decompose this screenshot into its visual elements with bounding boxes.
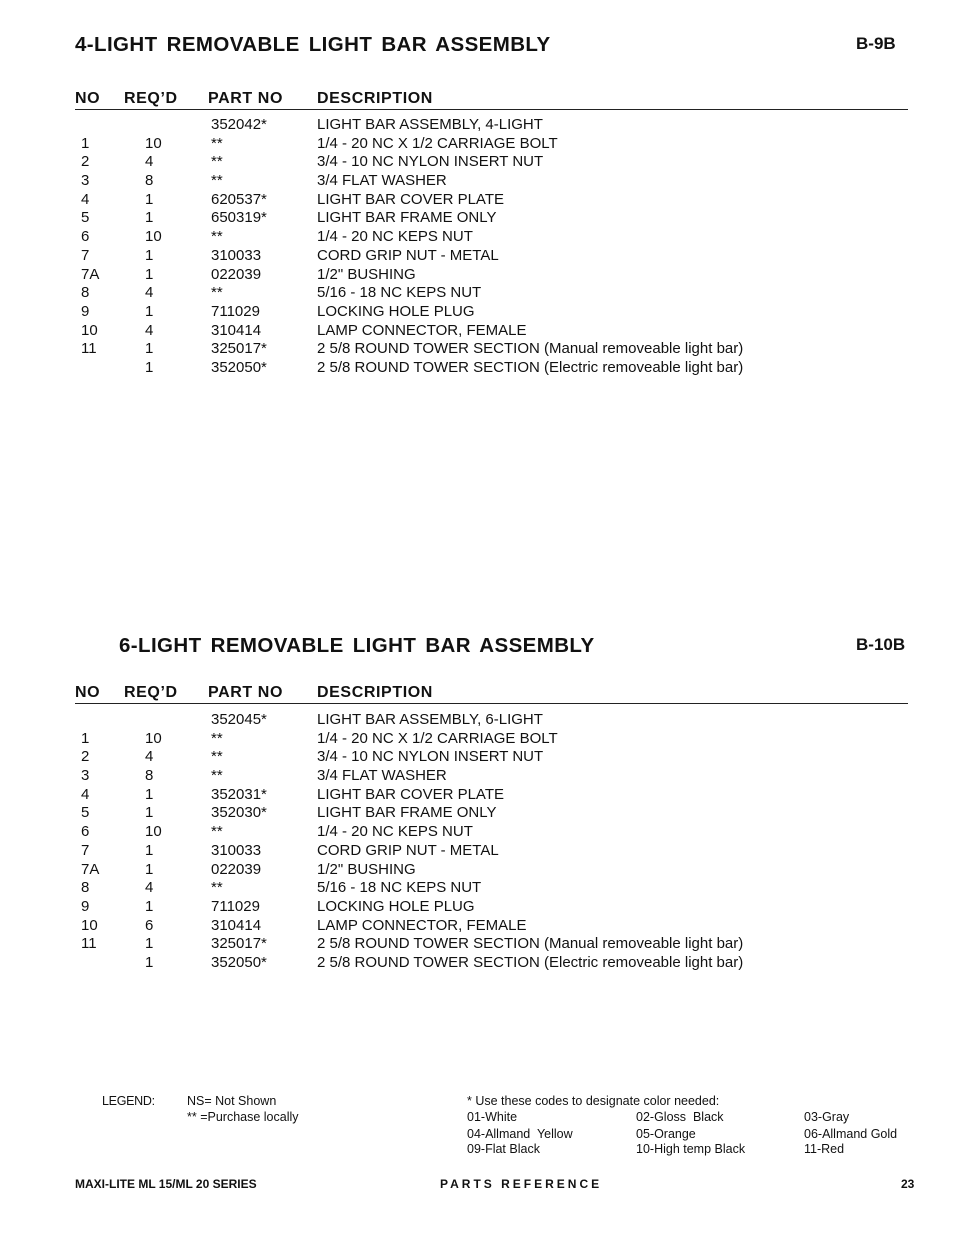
item-number: 4 — [81, 785, 90, 803]
section-code: B-9B — [856, 34, 896, 53]
color-code: 09-Flat Black — [467, 1142, 540, 1156]
part-number: 325017* — [211, 935, 267, 953]
table-row — [75, 786, 915, 805]
part-description: 1/4 - 20 NC X 1/2 CARRIAGE BOLT — [317, 134, 558, 152]
part-description: 2 5/8 ROUND TOWER SECTION (Manual removeable light bar) — [317, 935, 744, 953]
quantity-required: 4 — [145, 153, 154, 171]
table-row — [75, 153, 915, 172]
part-description: 2 5/8 ROUND TOWER SECTION (Manual removeable light bar) — [317, 340, 744, 358]
quantity-required: 4 — [145, 284, 154, 302]
column-header-req: REQ’D — [124, 684, 178, 701]
column-header-desc: DESCRIPTION — [317, 684, 433, 701]
table-row — [75, 266, 915, 285]
part-number: ** — [211, 729, 223, 747]
item-number: 8 — [81, 879, 90, 897]
table-row — [75, 935, 915, 954]
part-description: 1/2" BUSHING — [317, 860, 416, 878]
color-code-note: * Use these codes to designate color needed: — [467, 1094, 720, 1108]
color-code: 11-Red — [804, 1142, 845, 1156]
item-number: 8 — [81, 284, 90, 302]
table-row — [75, 823, 915, 842]
part-description: 1/4 - 20 NC X 1/2 CARRIAGE BOLT — [317, 729, 558, 747]
item-number: 7A — [81, 860, 100, 878]
quantity-required: 1 — [145, 860, 154, 878]
item-number: 4 — [81, 190, 90, 208]
part-description: LIGHT BAR ASSEMBLY, 6-LIGHT — [317, 711, 543, 728]
table-row — [75, 340, 915, 359]
quantity-required: 8 — [145, 767, 154, 785]
item-number: 3 — [81, 767, 90, 785]
table-row — [75, 303, 915, 322]
page-number: 23 — [901, 1177, 915, 1191]
part-description: LAMP CONNECTOR, FEMALE — [317, 916, 527, 934]
part-number: 352045* — [211, 711, 267, 728]
part-number: ** — [211, 748, 223, 766]
table-row — [75, 135, 915, 154]
part-description: 5/16 - 18 NC KEPS NUT — [317, 879, 482, 897]
part-description: CORD GRIP NUT - METAL — [317, 841, 499, 859]
table-row — [75, 879, 915, 898]
legend-label: LEGEND: — [102, 1094, 155, 1108]
legend-item: NS= Not Shown — [187, 1094, 277, 1108]
quantity-required: 1 — [145, 340, 154, 358]
part-number: 352050* — [211, 358, 267, 376]
item-number: 7A — [81, 265, 100, 283]
table-row — [75, 711, 915, 730]
footer-series: MAXI-LITE ML 15/ML 20 SERIES — [75, 1177, 257, 1191]
quantity-required: 1 — [145, 302, 154, 320]
table-row — [75, 228, 915, 247]
table-row — [75, 748, 915, 767]
item-number: 9 — [81, 897, 90, 915]
table-row — [75, 861, 915, 880]
table-row — [75, 730, 915, 749]
table-row — [75, 898, 915, 917]
table-row — [75, 767, 915, 786]
table-row — [75, 284, 915, 303]
color-code: 01-White — [467, 1110, 518, 1124]
column-header-part: PART NO — [208, 684, 284, 701]
part-number: 022039 — [211, 265, 262, 283]
quantity-required: 8 — [145, 172, 154, 190]
item-number: 9 — [81, 302, 90, 320]
item-number: 6 — [81, 823, 90, 841]
part-number: 310414 — [211, 916, 262, 934]
part-number: 352050* — [211, 953, 267, 971]
quantity-required: 4 — [145, 748, 154, 766]
quantity-required: 10 — [145, 729, 162, 747]
table-row — [75, 804, 915, 823]
table-row — [75, 247, 915, 266]
part-number: ** — [211, 767, 223, 785]
table-row — [75, 116, 915, 135]
section-title: 4-LIGHT REMOVABLE LIGHT BAR ASSEMBLY — [75, 33, 551, 56]
part-number: 352042* — [211, 116, 267, 133]
table-row — [75, 842, 915, 861]
quantity-required: 1 — [145, 246, 154, 264]
quantity-required: 6 — [145, 916, 154, 934]
part-description: 5/16 - 18 NC KEPS NUT — [317, 284, 482, 302]
item-number: 2 — [81, 153, 90, 171]
quantity-required: 10 — [145, 228, 162, 246]
part-description: 1/2" BUSHING — [317, 265, 416, 283]
item-number: 1 — [81, 729, 90, 747]
part-description: 3/4 FLAT WASHER — [317, 767, 447, 785]
item-number: 11 — [81, 340, 97, 358]
part-number: 352031* — [211, 785, 267, 803]
part-description: LIGHT BAR COVER PLATE — [317, 190, 504, 208]
quantity-required: 1 — [145, 897, 154, 915]
quantity-required: 4 — [145, 321, 154, 339]
column-header-desc: DESCRIPTION — [317, 90, 433, 107]
part-description: LIGHT BAR ASSEMBLY, 4-LIGHT — [317, 116, 543, 133]
table-row — [75, 359, 915, 378]
item-number: 11 — [81, 935, 97, 953]
part-number: 711029 — [211, 302, 260, 320]
table-row — [75, 209, 915, 228]
color-code: 10-High temp Black — [636, 1142, 746, 1156]
part-number: ** — [211, 228, 223, 246]
header-rule — [75, 703, 908, 704]
section-code: B-10B — [856, 635, 906, 654]
item-number: 2 — [81, 748, 90, 766]
quantity-required: 1 — [145, 804, 154, 822]
column-header-part: PART NO — [208, 90, 284, 107]
color-code: 04-Allmand Yellow — [467, 1127, 573, 1141]
item-number: 5 — [81, 209, 90, 227]
part-number: 650319* — [211, 209, 267, 227]
part-description: LAMP CONNECTOR, FEMALE — [317, 321, 527, 339]
part-description: 2 5/8 ROUND TOWER SECTION (Electric removeable light bar) — [317, 953, 744, 971]
table-row — [75, 191, 915, 210]
table-row — [75, 172, 915, 191]
part-number: ** — [211, 284, 223, 302]
legend-item: ** =Purchase locally — [187, 1110, 299, 1124]
quantity-required: 1 — [145, 841, 154, 859]
part-number: ** — [211, 172, 223, 190]
quantity-required: 1 — [145, 209, 154, 227]
column-header-no: NO — [75, 90, 101, 107]
footer-section: PARTS REFERENCE — [440, 1177, 603, 1191]
part-description: LOCKING HOLE PLUG — [317, 897, 475, 915]
part-description: LOCKING HOLE PLUG — [317, 302, 475, 320]
quantity-required: 1 — [145, 265, 154, 283]
quantity-required: 10 — [145, 823, 162, 841]
table-row — [75, 954, 915, 973]
header-rule — [75, 109, 908, 110]
part-number: 325017* — [211, 340, 267, 358]
part-number: 022039 — [211, 860, 262, 878]
part-number: ** — [211, 823, 223, 841]
item-number: 1 — [81, 134, 90, 152]
part-description: LIGHT BAR COVER PLATE — [317, 785, 504, 803]
quantity-required: 1 — [145, 785, 154, 803]
part-description: 2 5/8 ROUND TOWER SECTION (Electric removeable light bar) — [317, 358, 744, 376]
part-number: 352030* — [211, 804, 267, 822]
quantity-required: 1 — [145, 953, 154, 971]
part-number: 310414 — [211, 321, 262, 339]
item-number: 6 — [81, 228, 90, 246]
column-header-req: REQ’D — [124, 90, 178, 107]
part-number: 711029 — [211, 897, 260, 915]
table-row — [75, 917, 915, 936]
item-number: 3 — [81, 172, 90, 190]
part-number: ** — [211, 879, 223, 897]
item-number: 5 — [81, 804, 90, 822]
parts-table — [75, 711, 915, 973]
color-code: 05-Orange — [636, 1127, 696, 1141]
quantity-required: 1 — [145, 190, 154, 208]
quantity-required: 1 — [145, 358, 154, 376]
item-number: 10 — [81, 916, 98, 934]
quantity-required: 1 — [145, 935, 154, 953]
quantity-required: 4 — [145, 879, 154, 897]
part-description: CORD GRIP NUT - METAL — [317, 246, 499, 264]
part-description: 3/4 - 10 NC NYLON INSERT NUT — [317, 153, 544, 171]
part-number: ** — [211, 134, 223, 152]
part-description: LIGHT BAR FRAME ONLY — [317, 804, 497, 822]
column-header-no: NO — [75, 684, 101, 701]
table-row — [75, 322, 915, 341]
part-number: 310033 — [211, 246, 262, 264]
color-code: 06-Allmand Gold — [804, 1127, 898, 1141]
part-description: 3/4 - 10 NC NYLON INSERT NUT — [317, 748, 544, 766]
parts-table — [75, 116, 915, 378]
part-number: 310033 — [211, 841, 262, 859]
color-code: 02-Gloss Black — [636, 1110, 724, 1124]
part-description: 1/4 - 20 NC KEPS NUT — [317, 228, 473, 246]
color-code: 03-Gray — [804, 1110, 850, 1124]
item-number: 7 — [81, 246, 90, 264]
part-description: 1/4 - 20 NC KEPS NUT — [317, 823, 473, 841]
part-description: LIGHT BAR FRAME ONLY — [317, 209, 497, 227]
part-description: 3/4 FLAT WASHER — [317, 172, 447, 190]
part-number: ** — [211, 153, 223, 171]
item-number: 10 — [81, 321, 98, 339]
part-number: 620537* — [211, 190, 267, 208]
section-title: 6-LIGHT REMOVABLE LIGHT BAR ASSEMBLY — [119, 634, 595, 657]
quantity-required: 10 — [145, 134, 162, 152]
item-number: 7 — [81, 841, 90, 859]
